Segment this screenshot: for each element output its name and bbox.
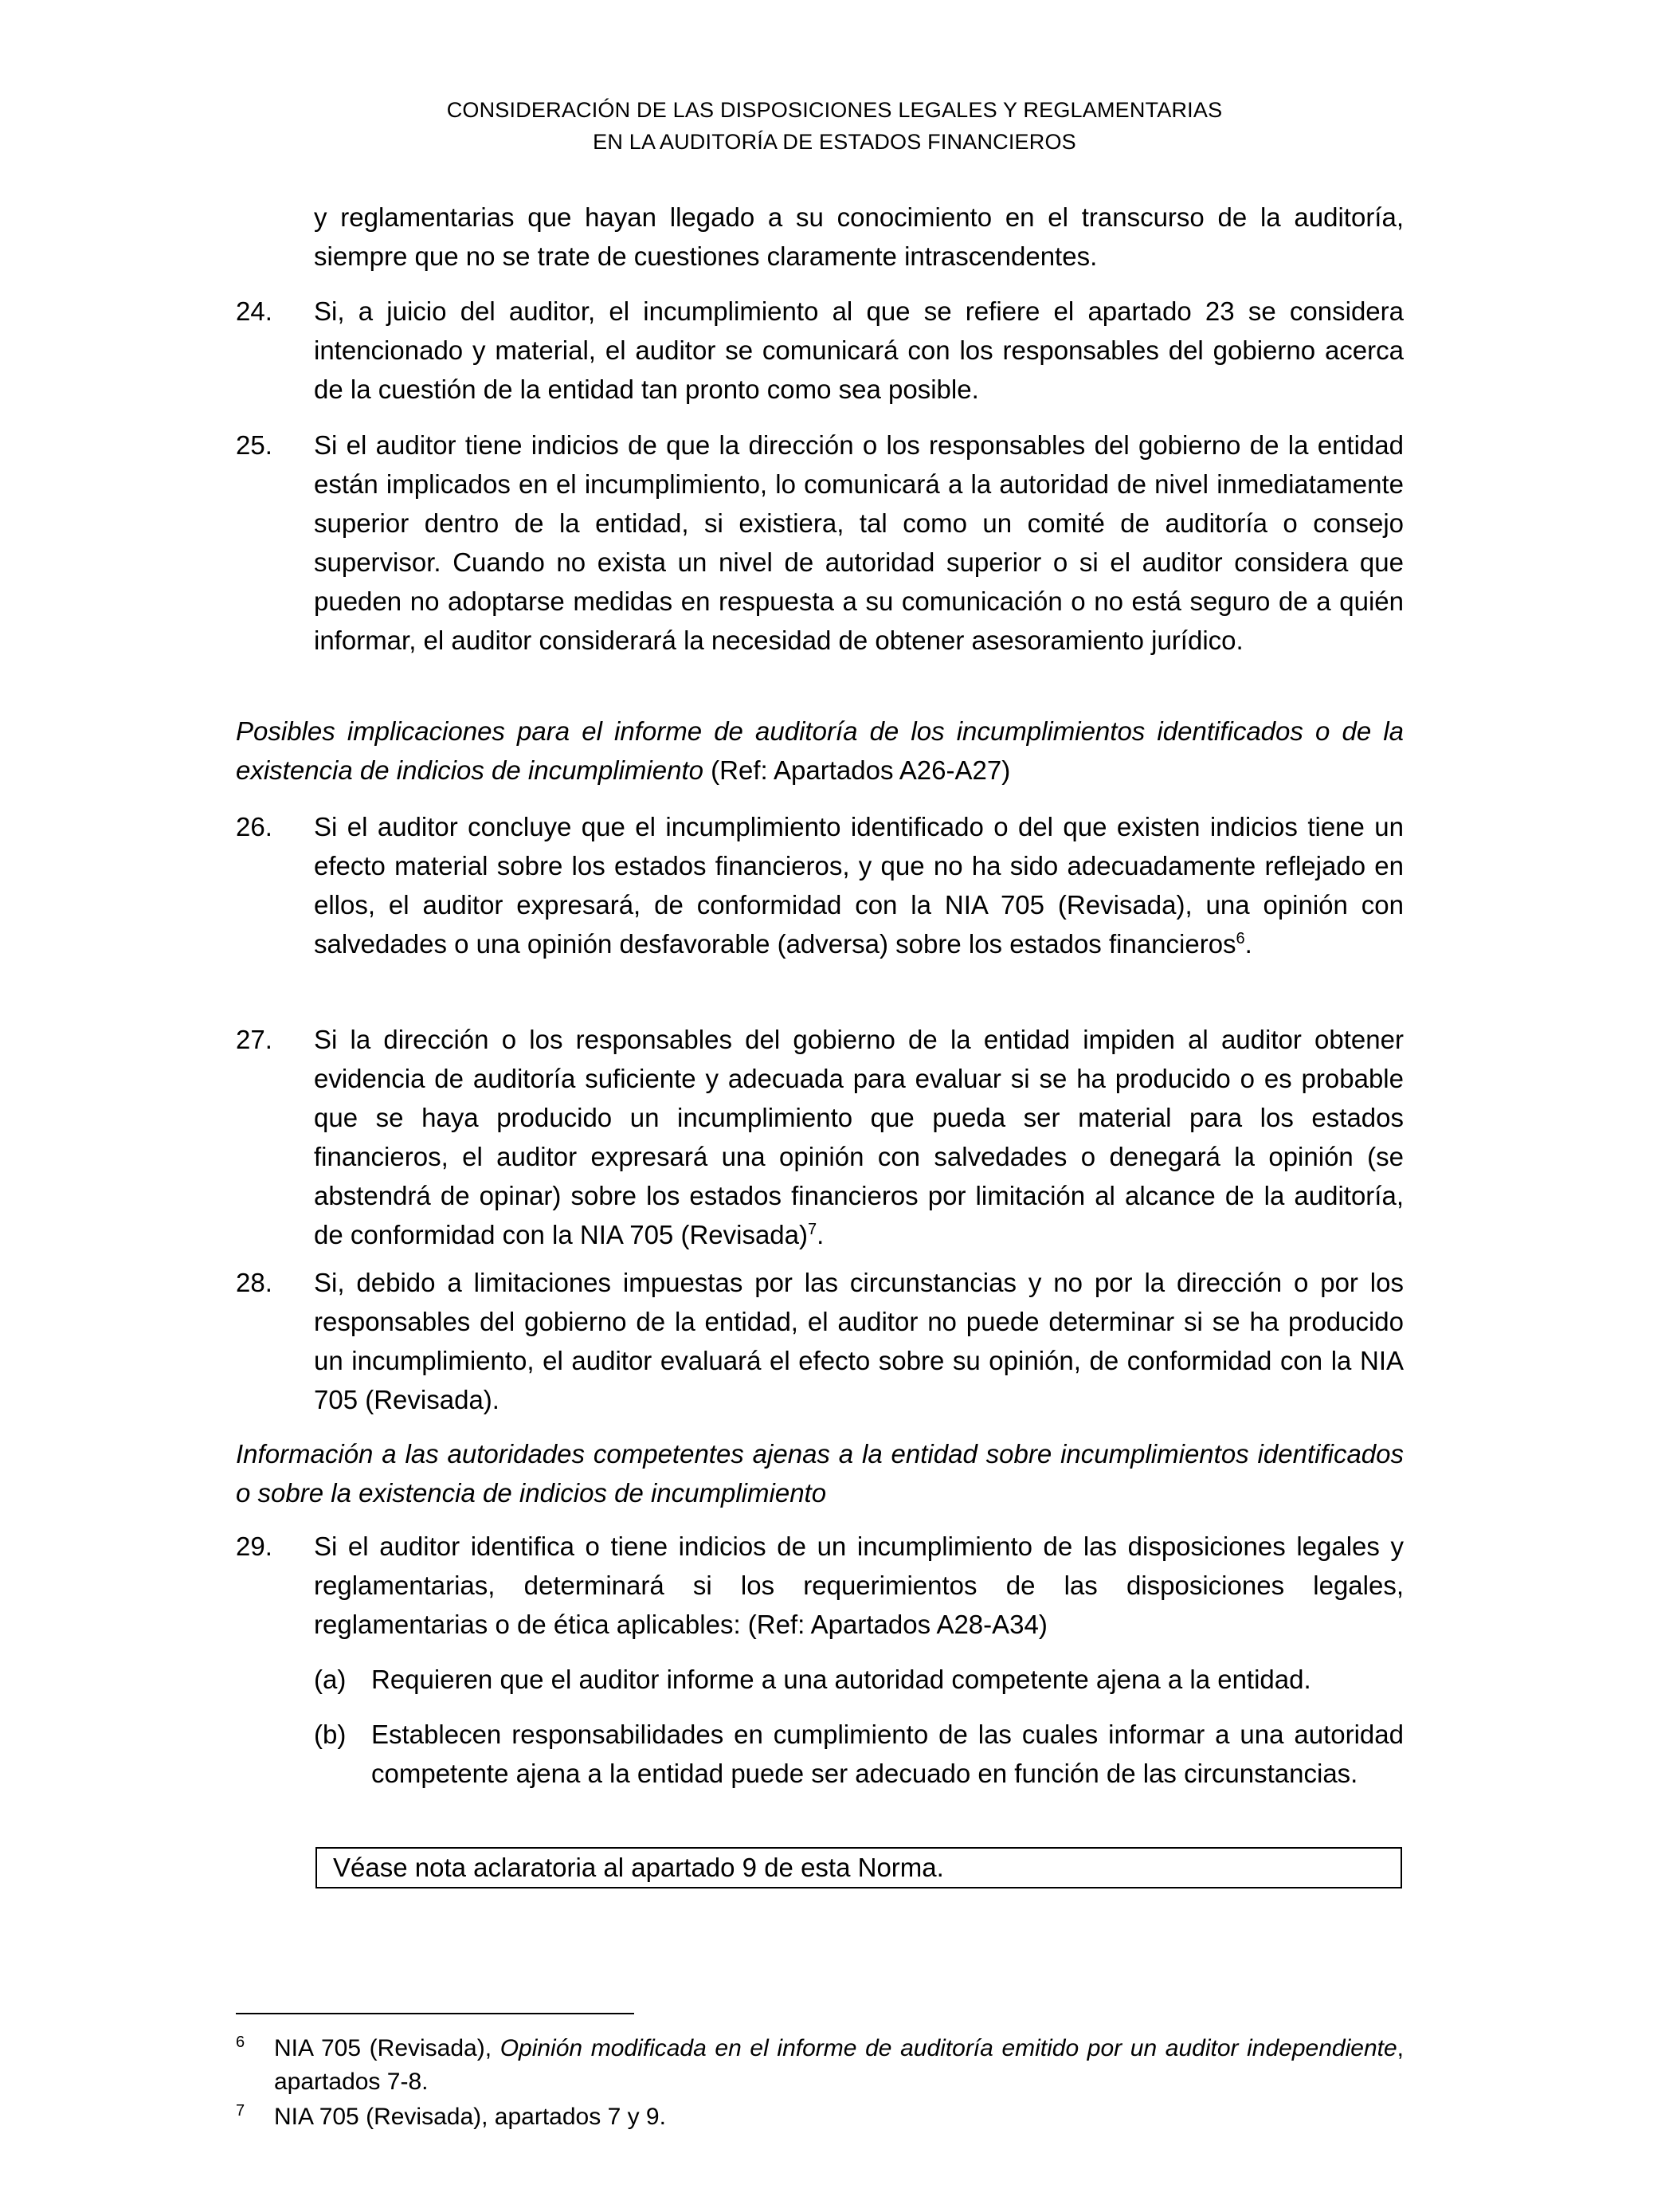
paragraph-body: Si el auditor concluye que el incumplimiento identificado o del que existen indicios tiene un efecto material sobre los estados financieros, y que no ha sido adecuadamente reflejado en ellos, el auditor expresará, de conformidad con la NIA 705 (Revisada), una opinión con salvedades o una opinión desfavorable (adversa) sobre los estados financieros <box>314 812 1404 959</box>
paragraph-body: Si la dirección o los responsables del gobierno de la entidad impiden al auditor obtener evidencia de auditoría suficiente y adecuada para evaluar si se ha producido o es probable que se haya producido un incumplimiento que pueda ser material para los estados financieros, el auditor expresará una opinión con salvedades o denegará la opinión (se abstendrá de opinar) sobre los estados financieros por limitación al alcance de la auditoría, de conformidad con la NIA 705 (Revisada) <box>314 1025 1404 1249</box>
paragraph-number: 26. <box>236 812 272 841</box>
header-line-1: CONSIDERACIÓN DE LAS DISPOSICIONES LEGALES Y REGLAMENTARIAS <box>446 98 1223 122</box>
paragraph-text <box>314 1020 1404 1254</box>
paragraph-26 <box>236 807 1404 1006</box>
section-heading-external-reporting: Información a las autoridades competentes ajenas a la entidad sobre incumplimientos identificados o sobre la existencia de indicios de incumplimiento <box>236 1439 1404 1508</box>
paragraph-24 <box>236 292 1404 411</box>
paragraph-27 <box>236 1020 1404 1259</box>
list-item-text: Requieren que el auditor informe a una autoridad competente ajena a la entidad. <box>371 1665 1311 1694</box>
list-item-label: (a) <box>314 1665 347 1694</box>
paragraph-text: y reglamentarias que hayan llegado a su conocimiento en el transcurso de la auditoría, siempre que no se trate de cuestiones claramente intrascendentes. <box>314 202 1404 271</box>
running-header <box>0 94 1669 158</box>
paragraph-number: 27. <box>236 1025 272 1054</box>
paragraph-29 <box>236 1527 1404 1646</box>
header-line-2: EN LA AUDITORÍA DE ESTADOS FINANCIEROS <box>593 130 1076 154</box>
footnote-number: 6 <box>236 2034 245 2051</box>
explanatory-note-box: Véase nota aclaratoria al apartado 9 de esta Norma. <box>315 1847 1402 1888</box>
footnote-number: 7 <box>236 2102 245 2120</box>
footnote-text <box>274 2032 1404 2099</box>
paragraph-text: Si el auditor tiene indicios de que la dirección o los responsables del gobierno de la entidad están implicados en el incumplimiento, lo comunicará a la autoridad de nivel inmediatamente superior dentro de la entidad, si existiera, tal como un comité de auditoría o consejo supervisor. Cuando no exista un nivel de autoridad superior o si el auditor considera que pueden no adoptarse medidas en respuesta a su comunicación o no está seguro de a quién informar, el auditor considerará la necesidad de obtener asesoramiento jurídico. <box>314 430 1404 655</box>
paragraph-end: . <box>817 1220 825 1249</box>
paragraph-25 <box>236 426 1404 704</box>
paragraph-continuation <box>236 198 1404 277</box>
paragraph-number: 24. <box>236 296 272 326</box>
footnote-reference: 7 <box>808 1221 817 1238</box>
footnote-text-end: , apartados 7-8. <box>274 2035 1404 2095</box>
footnote-text-plain: NIA 705 (Revisada), <box>274 2035 500 2061</box>
paragraph-text <box>314 807 1404 963</box>
footnote-reference: 6 <box>1236 930 1245 947</box>
paragraph-end: . <box>1244 929 1252 959</box>
paragraph-text: Si el auditor identifica o tiene indicios de un incumplimiento de las disposiciones legales y reglamentarias, determinará si los requerimientos de las disposiciones legales, reglamentarias o de ética aplicables: (Ref: Apartados A28-A34) <box>314 1532 1404 1639</box>
heading-reference: (Ref: Apartados A26-A27) <box>703 755 1011 785</box>
paragraph-number: 28. <box>236 1268 272 1297</box>
heading-italic-text: Posibles implicaciones para el informe de auditoría de los incumplimientos identificados o de la existencia de indicios de incumplimiento <box>236 716 1404 785</box>
list-item-text: Establecen responsabilidades en cumplimiento de las cuales informar a una autoridad competente ajena a la entidad puede ser adecuado en función de las circunstancias. <box>371 1720 1404 1788</box>
paragraph-28 <box>236 1263 1404 1422</box>
section-heading-report-implications <box>236 712 1404 790</box>
paragraph-text: Si, debido a limitaciones impuestas por las circunstancias y no por la dirección o por los responsables del gobierno de la entidad, el auditor no puede determinar si se ha producido un incumplimiento, el auditor evaluará el efecto sobre su opinión, de conformidad con la NIA 705 (Revisada). <box>314 1268 1404 1414</box>
footnote-title-italic: Opinión modificada en el informe de auditoría emitido por un auditor independiente <box>500 2035 1397 2061</box>
paragraph-text: Si, a juicio del auditor, el incumplimiento al que se refiere el apartado 23 se considera intencionado y material, el auditor se comunicará con los responsables del gobierno acerca de la cuestión de la entidad tan pronto como sea posible. <box>314 296 1404 404</box>
footnote-separator <box>236 2013 634 2014</box>
list-item-label: (b) <box>314 1720 347 1749</box>
paragraph-number: 25. <box>236 430 272 460</box>
paragraph-number: 29. <box>236 1532 272 1561</box>
footnote-text: NIA 705 (Revisada), apartados 7 y 9. <box>274 2104 666 2130</box>
